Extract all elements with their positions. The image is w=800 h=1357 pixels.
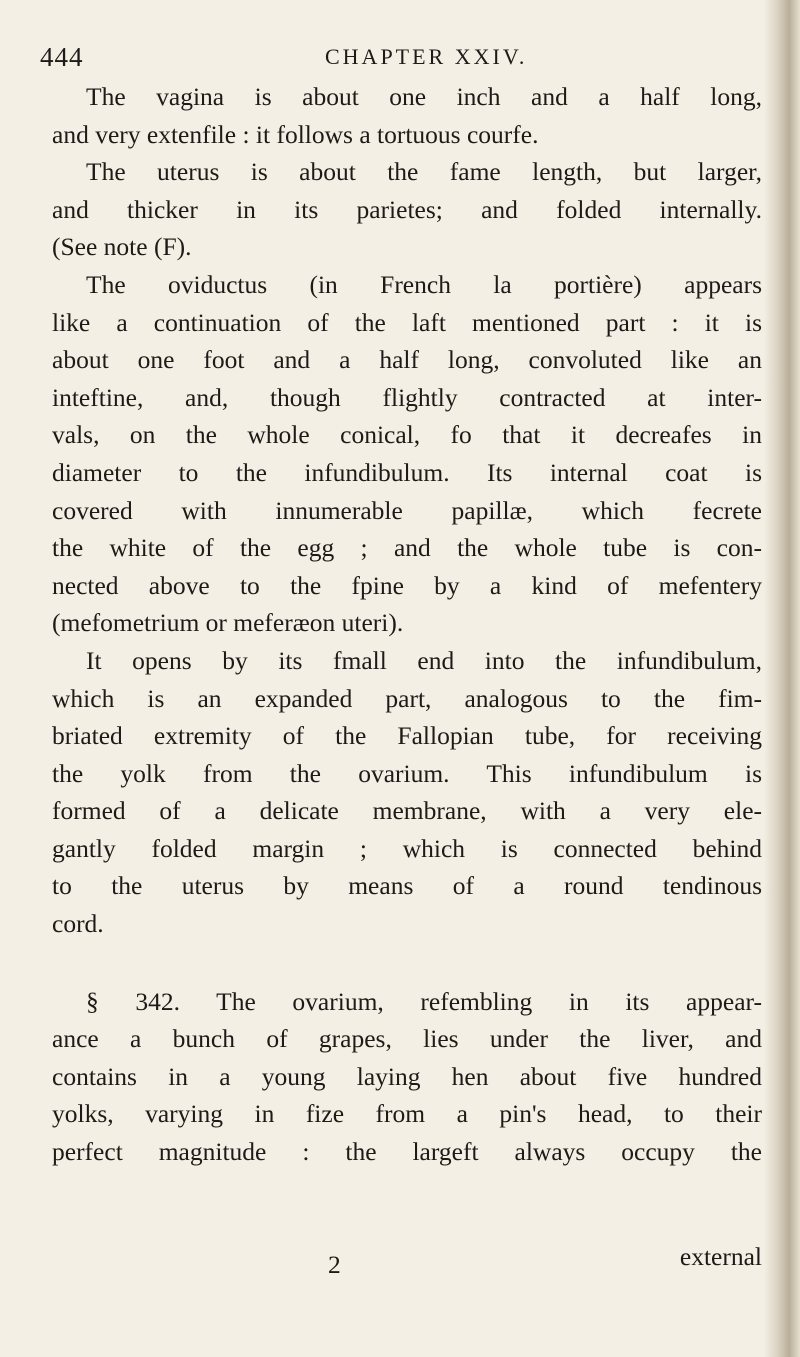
text-line: yolks, varying in fize from a pin's head, to their [52, 1099, 762, 1129]
paragraph-oviductus [52, 266, 762, 642]
paragraph-vagina [52, 78, 762, 153]
text-line: The uterus is about the fame length, but larger, [86, 157, 762, 187]
paragraph-uterus [52, 153, 762, 266]
body-text [52, 78, 762, 1171]
text-line: It opens by its fmall end into the infundibulum, [86, 645, 762, 675]
text-line: (mefometrium or meferæon uteri). [52, 608, 404, 638]
text-line: and very extenfile : it follows a tortuous courfe. [52, 119, 539, 149]
text-line: formed of a delicate membrane, with a very ele- [52, 796, 762, 826]
text-line: cord. [52, 909, 104, 939]
text-line: vals, on the whole conical, fo that it decreafes in [52, 420, 762, 450]
text-line: perfect magnitude : the largeft always occupy the [52, 1137, 762, 1167]
text-line: § 342. The ovarium, refembling in its appear- [86, 986, 762, 1016]
text-line: to the uterus by means of a round tendinous [52, 871, 762, 901]
text-line: gantly folded margin ; which is connected behind [52, 833, 762, 863]
page-header [40, 42, 760, 82]
text-line: nected above to the fpine by a kind of mefentery [52, 570, 762, 600]
running-head: CHAPTER XXIV. [325, 44, 528, 69]
text-line: contains in a young laying hen about five hundred [52, 1061, 762, 1091]
paragraph-ovarium [52, 983, 762, 1171]
text-line: and thicker in its parietes; and folded internally. [52, 194, 762, 224]
text-line: like a continuation of the laft mentioned part : it is [52, 307, 762, 337]
text-line: briated extremity of the Fallopian tube, for receiving [52, 721, 762, 751]
paragraph-infundibulum [52, 642, 762, 943]
text-line: (See note (F). [52, 232, 192, 262]
text-line: covered with innumerable papillæ, which fecrete [52, 495, 762, 525]
text-line: ance a bunch of grapes, lies under the liver, and [52, 1024, 762, 1054]
signature-mark: 2 [328, 1250, 341, 1279]
section-gap [52, 943, 762, 983]
text-line: the white of the egg ; and the whole tube is con- [52, 533, 762, 563]
page-edge-shadow [764, 0, 800, 1357]
text-line: inteftine, and, though flightly contracted at inter- [52, 382, 762, 412]
text-line: which is an expanded part, analogous to the fim- [52, 683, 762, 713]
catchword: external [679, 1242, 762, 1271]
text-line: The oviductus (in French la portière) appears [86, 269, 762, 299]
page-footer [52, 1242, 762, 1287]
text-line: diameter to the infundibulum. Its internal coat is [52, 457, 762, 487]
text-line: the yolk from the ovarium. This infundibulum is [52, 758, 762, 788]
page-number: 444 [40, 42, 84, 72]
text-line: The vagina is about one inch and a half long, [86, 82, 762, 111]
text-line: about one foot and a half long, convoluted like an [52, 345, 762, 375]
